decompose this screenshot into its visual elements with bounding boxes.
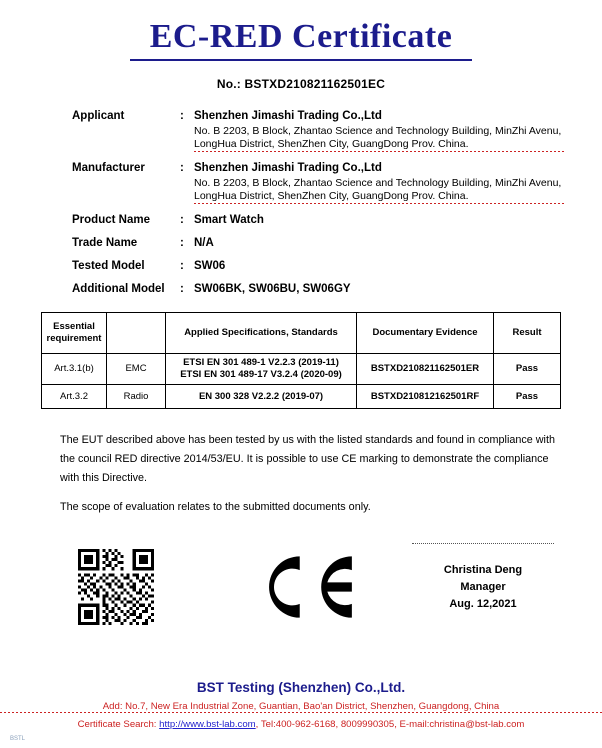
statement-block bbox=[0, 431, 602, 517]
cell-type: Radio bbox=[107, 385, 166, 409]
cell-result: Pass bbox=[494, 385, 561, 409]
qr-code-icon bbox=[78, 549, 154, 625]
info-row-applicant bbox=[72, 109, 566, 152]
signature-position: Manager bbox=[460, 581, 506, 593]
info-label: Additional Model bbox=[72, 283, 165, 295]
certificate-number bbox=[0, 77, 602, 91]
info-value-main: SW06 bbox=[194, 260, 226, 272]
info-label: Tested Model bbox=[72, 260, 145, 272]
footer-contact: , Tel:400-962-6168, 8009990305, E-mail:christina@bst-lab.com bbox=[255, 719, 525, 730]
cell-evidence: BSTXD210821162501ER bbox=[357, 354, 494, 385]
cell-result: Pass bbox=[494, 354, 561, 385]
standards-table bbox=[41, 312, 561, 409]
cell-standards bbox=[166, 385, 357, 409]
corner-watermark: BSTL bbox=[10, 736, 26, 742]
certificate-number-label: No.: bbox=[216, 77, 241, 91]
certificate-page bbox=[0, 18, 602, 748]
signature-name: Christina Deng bbox=[443, 564, 523, 576]
footer-search-link[interactable]: http://www.bst-lab.com bbox=[159, 719, 256, 730]
page-title: EC-RED Certificate bbox=[149, 18, 453, 55]
table-row bbox=[42, 385, 561, 409]
cell-evidence: BSTXD210812162501RF bbox=[357, 385, 494, 409]
info-row-product-name bbox=[72, 213, 566, 227]
info-block bbox=[0, 109, 602, 296]
info-value-main: N/A bbox=[194, 237, 214, 249]
info-label: Manufacturer bbox=[72, 162, 145, 174]
info-value-main: SW06BK, SW06BU, SW06GY bbox=[194, 283, 351, 295]
cell-article: Art.3.1(b) bbox=[42, 354, 107, 385]
info-row-additional-model bbox=[72, 282, 566, 296]
info-label: Product Name bbox=[72, 214, 150, 226]
signature-date: Aug. 12,2021 bbox=[449, 598, 517, 610]
table-header-blank bbox=[107, 313, 166, 354]
info-row-tested-model bbox=[72, 259, 566, 273]
info-value bbox=[194, 109, 566, 152]
standard-line: ETSI EN 301 489-17 V3.2.4 (2020-09) bbox=[180, 369, 342, 380]
info-value-sub: No. B 2203, B Block, Zhantao Science and Technology Building, MinZhi Avenu, LongHua District, ShenZhen City, GuangDong Prov. China. bbox=[194, 177, 566, 204]
info-value-sub: No. B 2203, B Block, Zhantao Science and Technology Building, MinZhi Avenu, LongHua District, ShenZhen City, GuangDong Prov. China. bbox=[194, 125, 566, 152]
table-header-applied-specifications: Applied Specifications, Standards bbox=[166, 313, 357, 354]
footer bbox=[0, 680, 602, 730]
info-value bbox=[194, 161, 566, 204]
footer-search bbox=[0, 719, 602, 730]
footer-address: Add: No.7, New Era Industrial Zone, Guantian, Bao'an District, Shenzhen, Guangdong, China bbox=[0, 701, 602, 713]
table-row bbox=[42, 354, 561, 385]
info-label: Trade Name bbox=[72, 237, 138, 249]
info-colon: : bbox=[180, 110, 184, 122]
statement-paragraph-2: The scope of evaluation relates to the submitted documents only. bbox=[60, 501, 371, 513]
info-value-main: Shenzhen Jimashi Trading Co.,Ltd bbox=[194, 110, 382, 122]
footer-company-name: BST Testing (Shenzhen) Co.,Ltd. bbox=[196, 680, 406, 695]
info-colon: : bbox=[180, 237, 184, 249]
info-colon: : bbox=[180, 162, 184, 174]
info-row-manufacturer bbox=[72, 161, 566, 204]
standard-line: EN 300 328 V2.2.2 (2019-07) bbox=[198, 390, 324, 402]
info-value-main: Shenzhen Jimashi Trading Co.,Ltd bbox=[194, 162, 382, 174]
certificate-number-value: BSTXD210821162501EC bbox=[244, 77, 386, 91]
statement-paragraph-1: The EUT described above has been tested by us with the listed standards and found in compliance with the council RED directive 2014/53/EU. It is possible to use CE marking to demonstrate the compliance with this Directive. bbox=[60, 434, 555, 484]
cell-article: Art.3.2 bbox=[42, 385, 107, 409]
signature-block bbox=[412, 543, 554, 613]
info-colon: : bbox=[180, 260, 184, 272]
footer-search-label: Certificate Search: bbox=[77, 719, 157, 730]
signature-divider bbox=[412, 543, 554, 544]
title-underline bbox=[130, 59, 472, 61]
marks-and-signature bbox=[0, 543, 602, 693]
ce-mark-icon bbox=[266, 551, 358, 623]
table-header-documentary-evidence: Documentary Evidence bbox=[357, 313, 494, 354]
table-header-result: Result bbox=[494, 313, 561, 354]
cell-standards bbox=[166, 354, 357, 385]
cell-type: EMC bbox=[107, 354, 166, 385]
table-header-row bbox=[42, 313, 561, 354]
table-header-essential-requirement: Essential requirement bbox=[42, 313, 107, 354]
info-colon: : bbox=[180, 214, 184, 226]
info-label: Applicant bbox=[72, 110, 125, 122]
info-colon: : bbox=[180, 283, 184, 295]
standard-line: ETSI EN 301 489-1 V2.2.3 (2019-11) bbox=[183, 357, 339, 368]
info-value-main: Smart Watch bbox=[194, 214, 264, 226]
info-row-trade-name bbox=[72, 236, 566, 250]
